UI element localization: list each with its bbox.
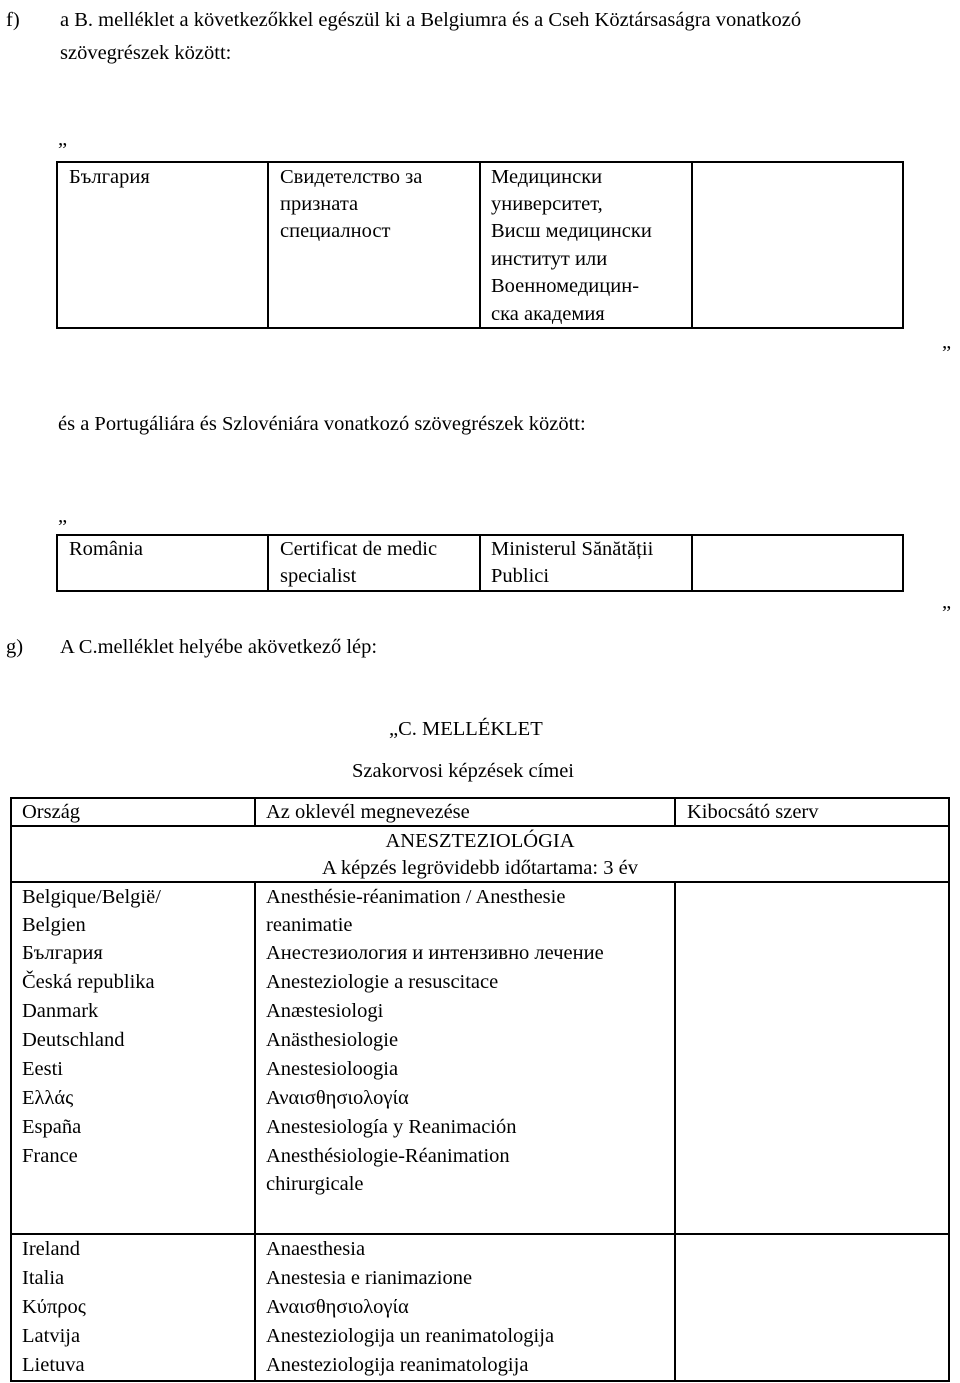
bg-body-4: институт или (491, 248, 608, 270)
ro-diploma-2: specialist (280, 565, 357, 587)
bg-country: България (69, 166, 150, 188)
row-diploma-title: Anestesia e rianimazione (266, 1267, 473, 1289)
ro-diploma-1: Certificat de medic (280, 538, 438, 560)
row-country: Lietuva (22, 1354, 85, 1376)
specialty-title: ANESZTEZIOLÓGIA (385, 830, 575, 852)
closing-quote-1: ” (942, 342, 952, 364)
row-diploma-title: Anesteziologie a resuscitace (266, 971, 499, 993)
row-country: Κύπρος (22, 1296, 86, 1318)
row-diploma-title: Anestesiología y Reanimación (266, 1116, 517, 1138)
row-country: Eesti (22, 1058, 63, 1080)
row-country: France (22, 1145, 78, 1167)
bg-body-1: Медицински (491, 166, 603, 188)
row-diploma-title: Anesteziologija un reanimatologija (266, 1325, 555, 1347)
annex-subtitle: Szakorvosi képzések címei (352, 760, 575, 782)
row-country: България (22, 942, 103, 964)
row-diploma-title: Anaesthesia (266, 1238, 366, 1260)
header-country: Ország (22, 801, 81, 823)
bg-body-3: Висш медицински (491, 220, 652, 242)
row-country: Danmark (22, 1000, 99, 1022)
row-country: Deutschland (22, 1029, 125, 1051)
row-country: Ελλάς (22, 1087, 74, 1109)
row-diploma-title: chirurgicale (266, 1172, 364, 1195)
row-country: Italia (22, 1267, 65, 1289)
row-country: Belgien (22, 913, 86, 936)
row-diploma-title: Αναισθησιολογία (266, 1087, 409, 1109)
section-g-marker: g) (6, 636, 24, 658)
row-diploma-title: Anæstesiologi (266, 1000, 384, 1022)
row-diploma-title: Anesthésie-réanimation / Anesthesie (266, 886, 566, 908)
bg-body-6: ска академия (491, 303, 605, 325)
ro-body-1: Ministerul Sănătății (491, 538, 654, 560)
row-country: Belgique/België/ (22, 886, 161, 908)
row-diploma-title: reanimatie (266, 913, 353, 936)
row-country: España (22, 1116, 82, 1138)
ro-country: România (69, 538, 144, 560)
row-country: Ireland (22, 1238, 81, 1260)
opening-quote-2: „ (58, 505, 68, 527)
row-diploma-title: Анестезиология и интензивно лечение (266, 942, 604, 964)
row-country: Česká republika (22, 971, 155, 993)
row-country: Latvija (22, 1325, 81, 1347)
header-diploma: Az oklevél megnevezése (266, 801, 470, 823)
section-g-text: A C.melléklet helyébe akövetkező lép: (60, 636, 378, 658)
opening-quote-1: „ (58, 128, 68, 150)
section-f-line2: szövegrészek között: (60, 42, 232, 64)
row-diploma-title: Αναισθησιολογία (266, 1296, 409, 1318)
bg-diploma-2: призната (280, 193, 359, 215)
closing-quote-2: ” (942, 602, 952, 624)
bg-body-5: Военномедицин- (491, 275, 640, 297)
row-diploma-title: Anesteziologija reanimatologija (266, 1354, 529, 1376)
section-f-marker: f) (6, 9, 20, 31)
ro-body-2: Publici (491, 565, 550, 587)
row-diploma-title: Anesthésiologie-Réanimation (266, 1145, 510, 1167)
row-diploma-title: Anästhesiologie (266, 1029, 399, 1051)
bg-body-2: университет, (491, 193, 603, 215)
annex-title: „C. MELLÉKLET (389, 718, 543, 740)
header-issuer: Kibocsátó szerv (687, 801, 819, 823)
bg-diploma-3: специалност (280, 220, 391, 242)
specialty-duration: A képzés legrövidebb időtartama: 3 év (322, 857, 638, 879)
section-f-line1: a B. melléklet a következőkkel egészül ki a Belgiumra és a Cseh Köztársaságra vonatkozó (60, 9, 802, 31)
between-text: és a Portugáliára és Szlovéniára vonatkozó szövegrészek között: (58, 413, 586, 435)
bg-diploma-1: Свидетелство за (280, 166, 423, 188)
row-diploma-title: Anestesioloogia (266, 1058, 399, 1080)
